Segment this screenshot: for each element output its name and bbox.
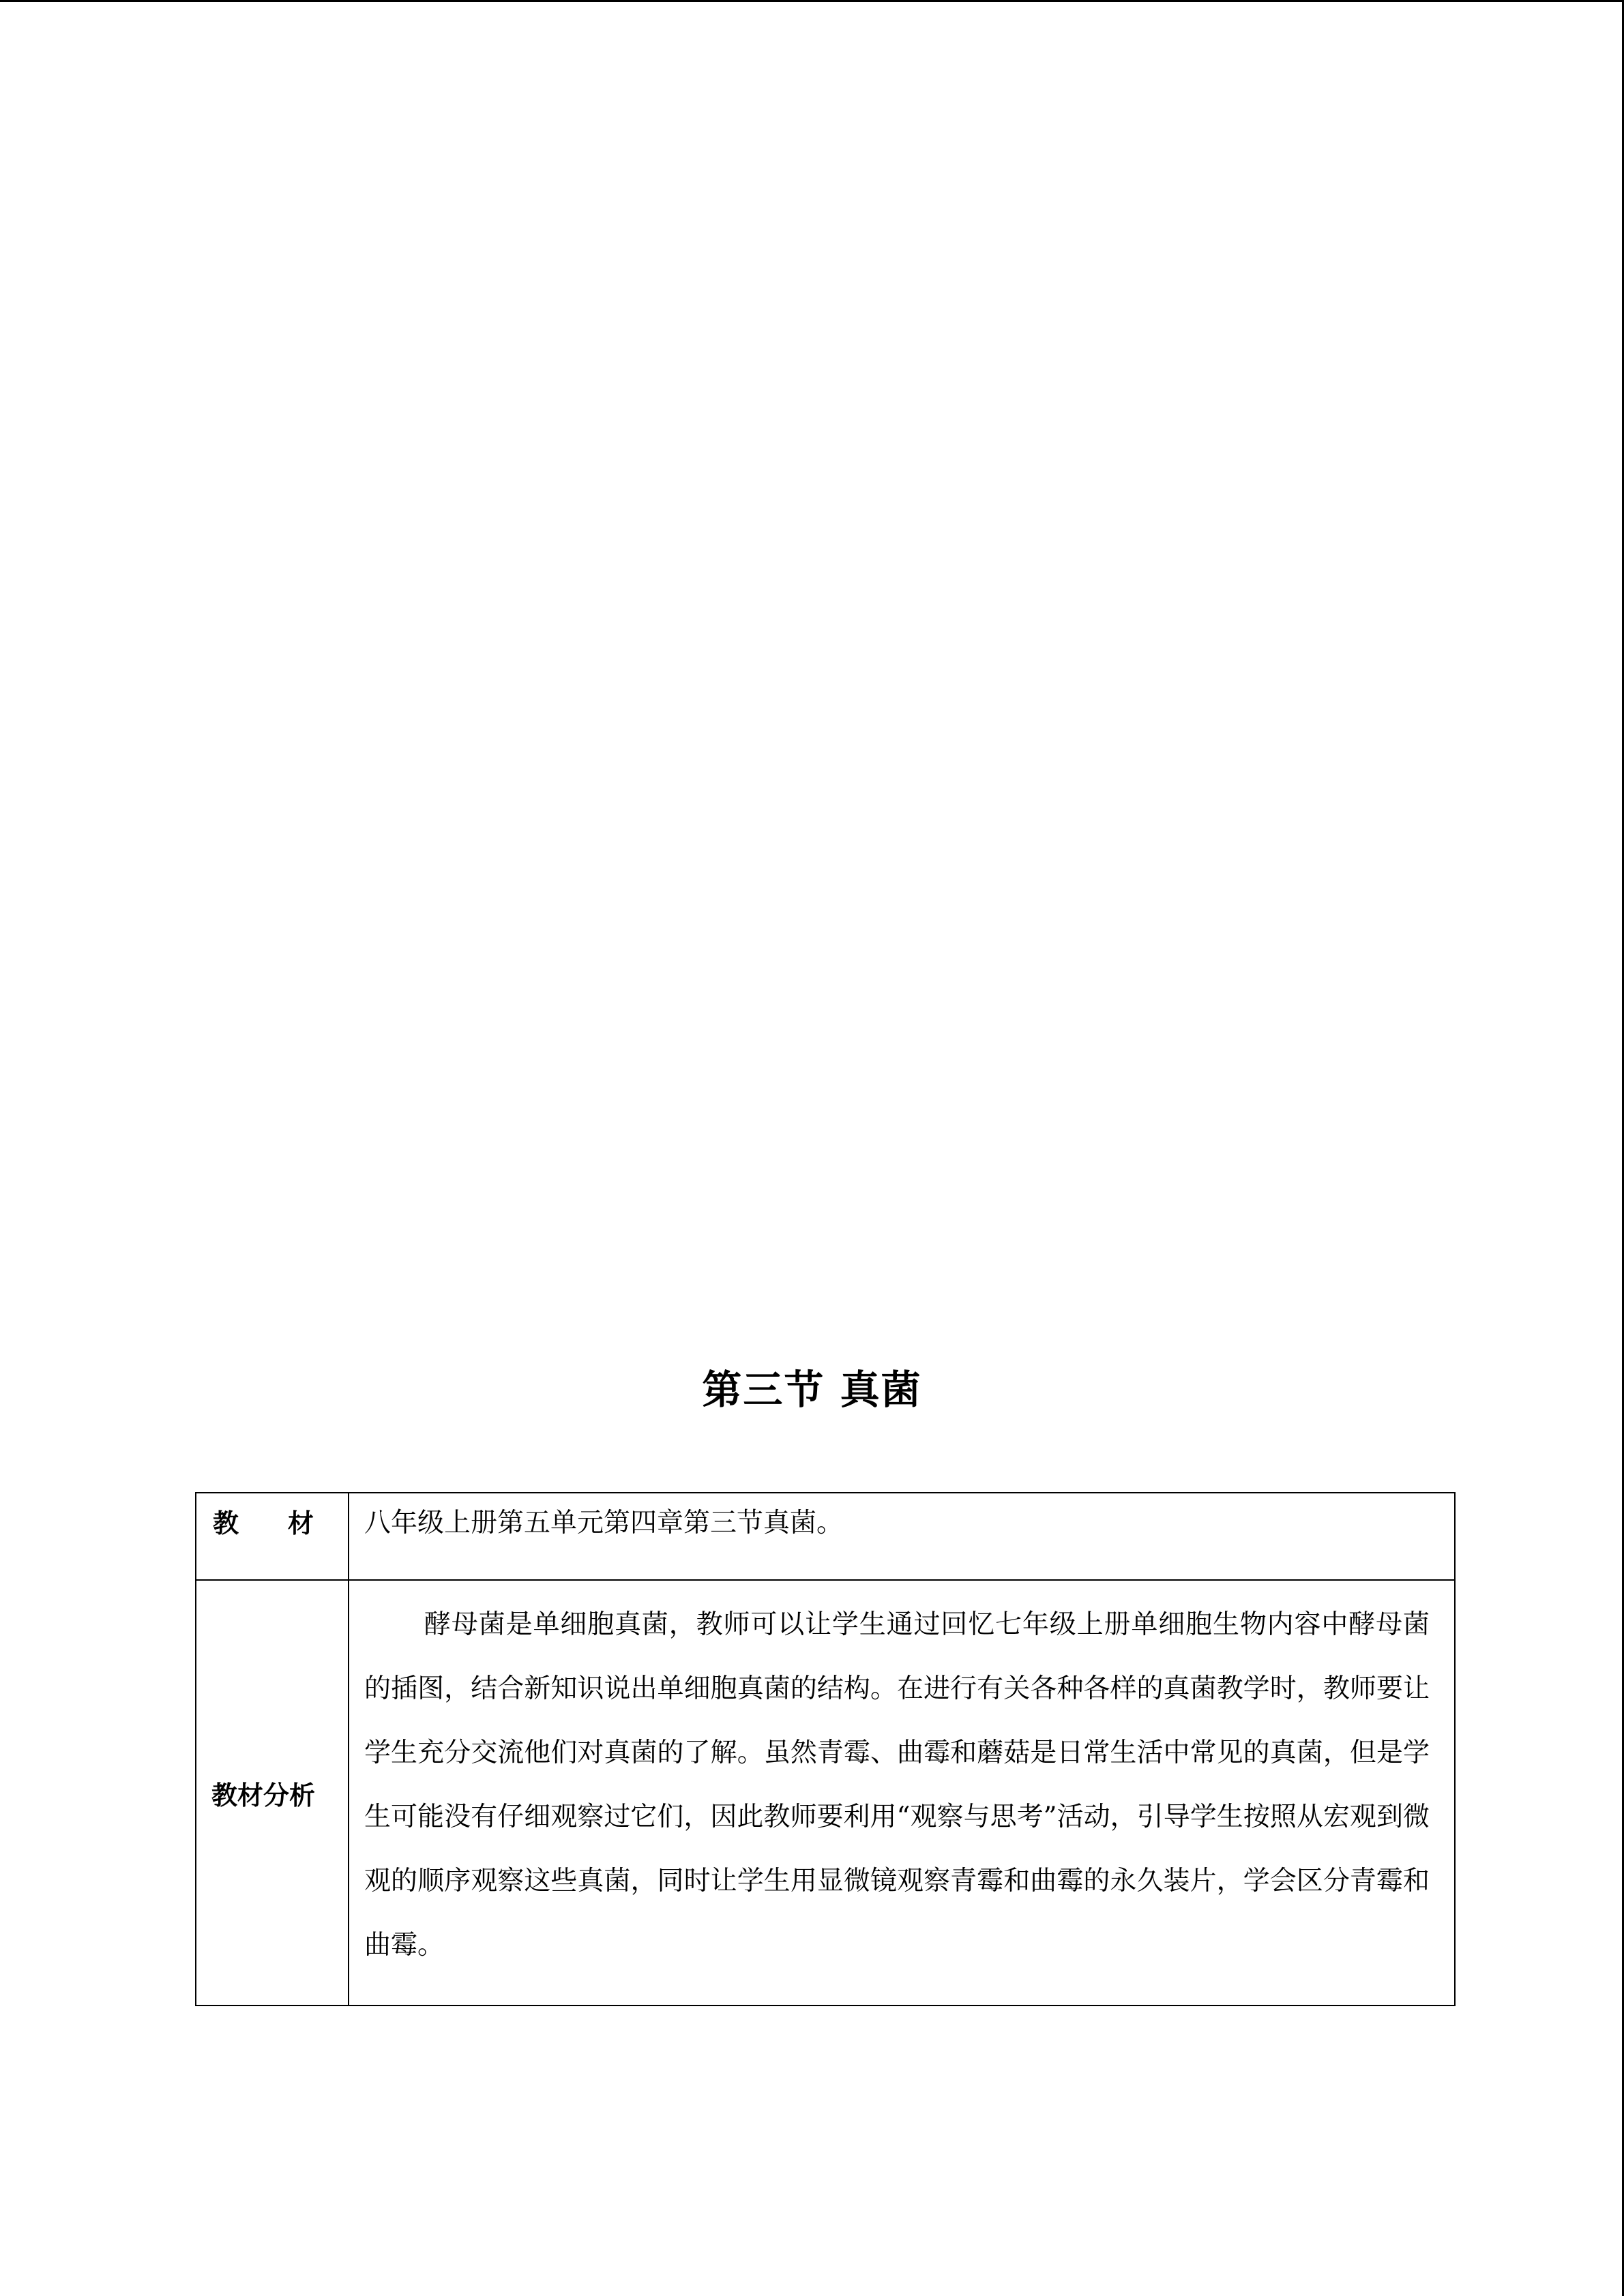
analysis-content: 酵母菌是单细胞真菌，教师可以让学生通过回忆七年级上册单细胞生物内容中酵母菌的插图，结合新知识说出单细胞真菌的结构。在进行有关各种各样的真菌教学时，教师要让学生充分交流他们对真菌的了解。虽然青霉、曲霉和蘑菇是日常生活中常见的真菌，但是学生可能没有仔细观察过它们，因此教师要利用“观察与思考”活动，引导学生按照从宏观到微观的顺序观察这些真菌，同时让学生用显微镜观察青霉和曲霉的永久装片，学会区分青霉和曲霉。: [349, 1580, 1455, 2006]
analysis-label: 教材分析: [196, 1580, 349, 2006]
table-row-textbook: [196, 1493, 1455, 1580]
page-title: 第三节 真菌: [702, 1367, 922, 1413]
textbook-label-part2: 材: [288, 1508, 314, 1538]
lesson-info-table: [195, 1492, 1456, 2006]
textbook-content: 八年级上册第五单元第四章第三节真菌。: [349, 1493, 1455, 1580]
table-row-analysis: [196, 1580, 1455, 2006]
textbook-label-cell: [196, 1493, 349, 1580]
textbook-label-part1: 教: [213, 1508, 239, 1538]
page-top-border: [0, 0, 1624, 2]
